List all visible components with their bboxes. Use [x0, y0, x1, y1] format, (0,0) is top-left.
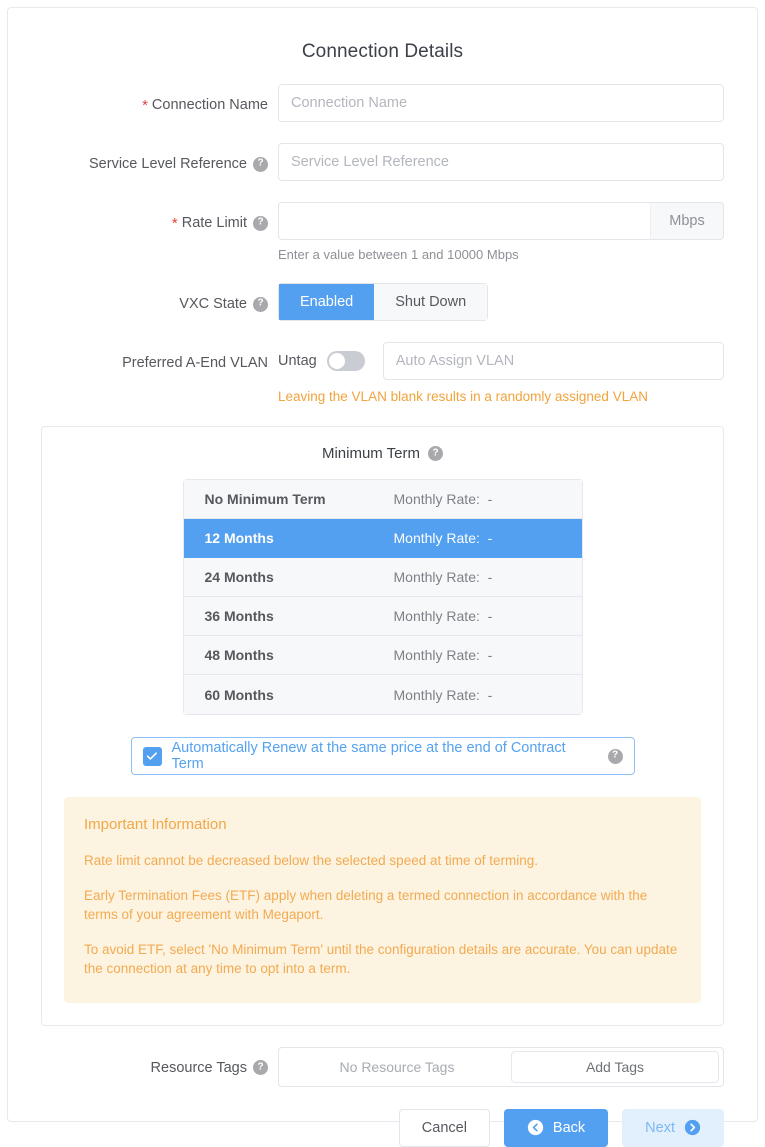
footer-actions [41, 1109, 724, 1147]
back-button[interactable] [504, 1109, 608, 1147]
term-option-name: 12 Months [204, 530, 274, 546]
rate-limit-label [8, 202, 278, 236]
term-option-row[interactable] [184, 519, 582, 558]
service-level-reference-label [8, 143, 278, 177]
term-option-name: No Minimum Term [204, 491, 326, 507]
vlan-warning-text: Leaving the VLAN blank results in a randomly assigned VLAN [278, 389, 648, 404]
circle-arrow-left-icon [527, 1119, 544, 1136]
term-option-row[interactable] [184, 480, 582, 519]
minimum-term-title [42, 445, 723, 462]
connection-details-page [7, 7, 758, 1136]
resource-tags-row [8, 1047, 757, 1087]
service-level-reference-input[interactable] [278, 143, 724, 181]
term-option-name: 24 Months [204, 569, 274, 585]
vxc-state-label-text: VXC State [179, 296, 247, 312]
term-option-row[interactable] [184, 558, 582, 597]
rate-limit-unit: Mbps [650, 202, 724, 240]
important-information-paragraph: To avoid ETF, select 'No Minimum Term' until the configuration details are accurate. You can update the connection at any time to opt into a term. [84, 941, 678, 977]
rate-limit-row [8, 202, 757, 262]
term-option-name: 36 Months [204, 608, 274, 624]
vxc-state-shutdown-button[interactable]: Shut Down [374, 284, 487, 320]
minimum-term-title-text: Minimum Term [321, 445, 421, 462]
connection-name-row [8, 84, 757, 122]
term-option-name: 60 Months [204, 686, 274, 703]
important-information-paragraph: Rate limit cannot be decreased below the selected speed at time of terming. [84, 853, 539, 868]
auto-renew-row[interactable] [131, 737, 635, 775]
service-level-reference-row [8, 143, 757, 181]
untag-label: Untag [278, 353, 317, 369]
circle-arrow-right-icon [684, 1119, 701, 1136]
add-tags-button[interactable]: Add Tags [511, 1051, 719, 1083]
preferred-a-end-vlan-label-text: Preferred A-End VLAN [122, 355, 268, 371]
help-icon[interactable]: ? [253, 216, 268, 231]
important-information-heading: Important Information [84, 816, 227, 833]
resource-tags-label-text: Resource Tags [150, 1059, 247, 1076]
vxc-state-label [8, 283, 278, 317]
service-level-reference-label-text: Service Level Reference [89, 156, 247, 172]
required-asterisk: * [171, 214, 178, 232]
resource-tags-label [8, 1047, 278, 1081]
connection-name-label [8, 84, 278, 118]
term-option-rate: Monthly Rate: - [393, 686, 493, 703]
next-button[interactable] [622, 1109, 724, 1147]
minimum-term-list [183, 479, 583, 715]
help-icon[interactable]: ? [253, 1060, 268, 1075]
term-option-name: 48 Months [204, 647, 274, 663]
term-option-row[interactable] [184, 636, 582, 675]
vlan-input[interactable] [383, 342, 724, 380]
resource-tags-empty-text: No Resource Tags [339, 1058, 455, 1075]
cancel-button[interactable]: Cancel [399, 1109, 490, 1147]
term-option-rate: Monthly Rate: - [393, 608, 493, 624]
vxc-state-segmented-control [278, 283, 488, 321]
connection-name-label-text: Connection Name [151, 97, 268, 113]
term-option-rate: Monthly Rate: - [393, 491, 493, 507]
untag-toggle-knob [329, 353, 345, 369]
important-information-panel [64, 797, 701, 1003]
help-icon[interactable]: ? [608, 749, 623, 764]
page-title: Connection Details [301, 41, 464, 62]
term-option-rate: Monthly Rate: - [393, 530, 493, 546]
help-icon[interactable]: ? [253, 157, 268, 172]
term-option-row[interactable] [184, 597, 582, 636]
rate-limit-input-group [278, 202, 724, 240]
help-icon[interactable]: ? [253, 297, 268, 312]
vxc-state-row [8, 283, 757, 321]
auto-renew-checkbox[interactable] [143, 747, 162, 766]
rate-limit-input[interactable] [278, 202, 650, 240]
rate-limit-hint: Enter a value between 1 and 10000 Mbps [278, 247, 519, 262]
term-option-rate: Monthly Rate: - [393, 647, 493, 663]
term-option-rate: Monthly Rate: - [393, 569, 493, 585]
back-button-label: Back [552, 1119, 586, 1136]
important-information-paragraph: Early Termination Fees (ETF) apply when deleting a termed connection in accordance with the terms of your agreement with Megaport. [84, 887, 648, 923]
resource-tags-field[interactable] [278, 1047, 724, 1087]
untag-toggle[interactable] [327, 351, 365, 371]
minimum-term-card [41, 426, 724, 1026]
rate-limit-label-text: Rate Limit [181, 215, 247, 231]
preferred-a-end-vlan-label [8, 342, 278, 376]
vxc-state-enabled-button[interactable]: Enabled [279, 284, 374, 320]
term-option-row[interactable] [184, 675, 582, 714]
next-button-label: Next [645, 1119, 675, 1136]
auto-renew-label: Automatically Renew at the same price at the end of Contract Term [171, 740, 566, 772]
help-icon[interactable]: ? [428, 446, 443, 461]
required-asterisk: * [142, 96, 148, 114]
connection-name-input[interactable] [278, 84, 724, 122]
preferred-a-end-vlan-row [8, 342, 757, 404]
check-icon [146, 750, 158, 762]
untag-control [278, 342, 724, 380]
